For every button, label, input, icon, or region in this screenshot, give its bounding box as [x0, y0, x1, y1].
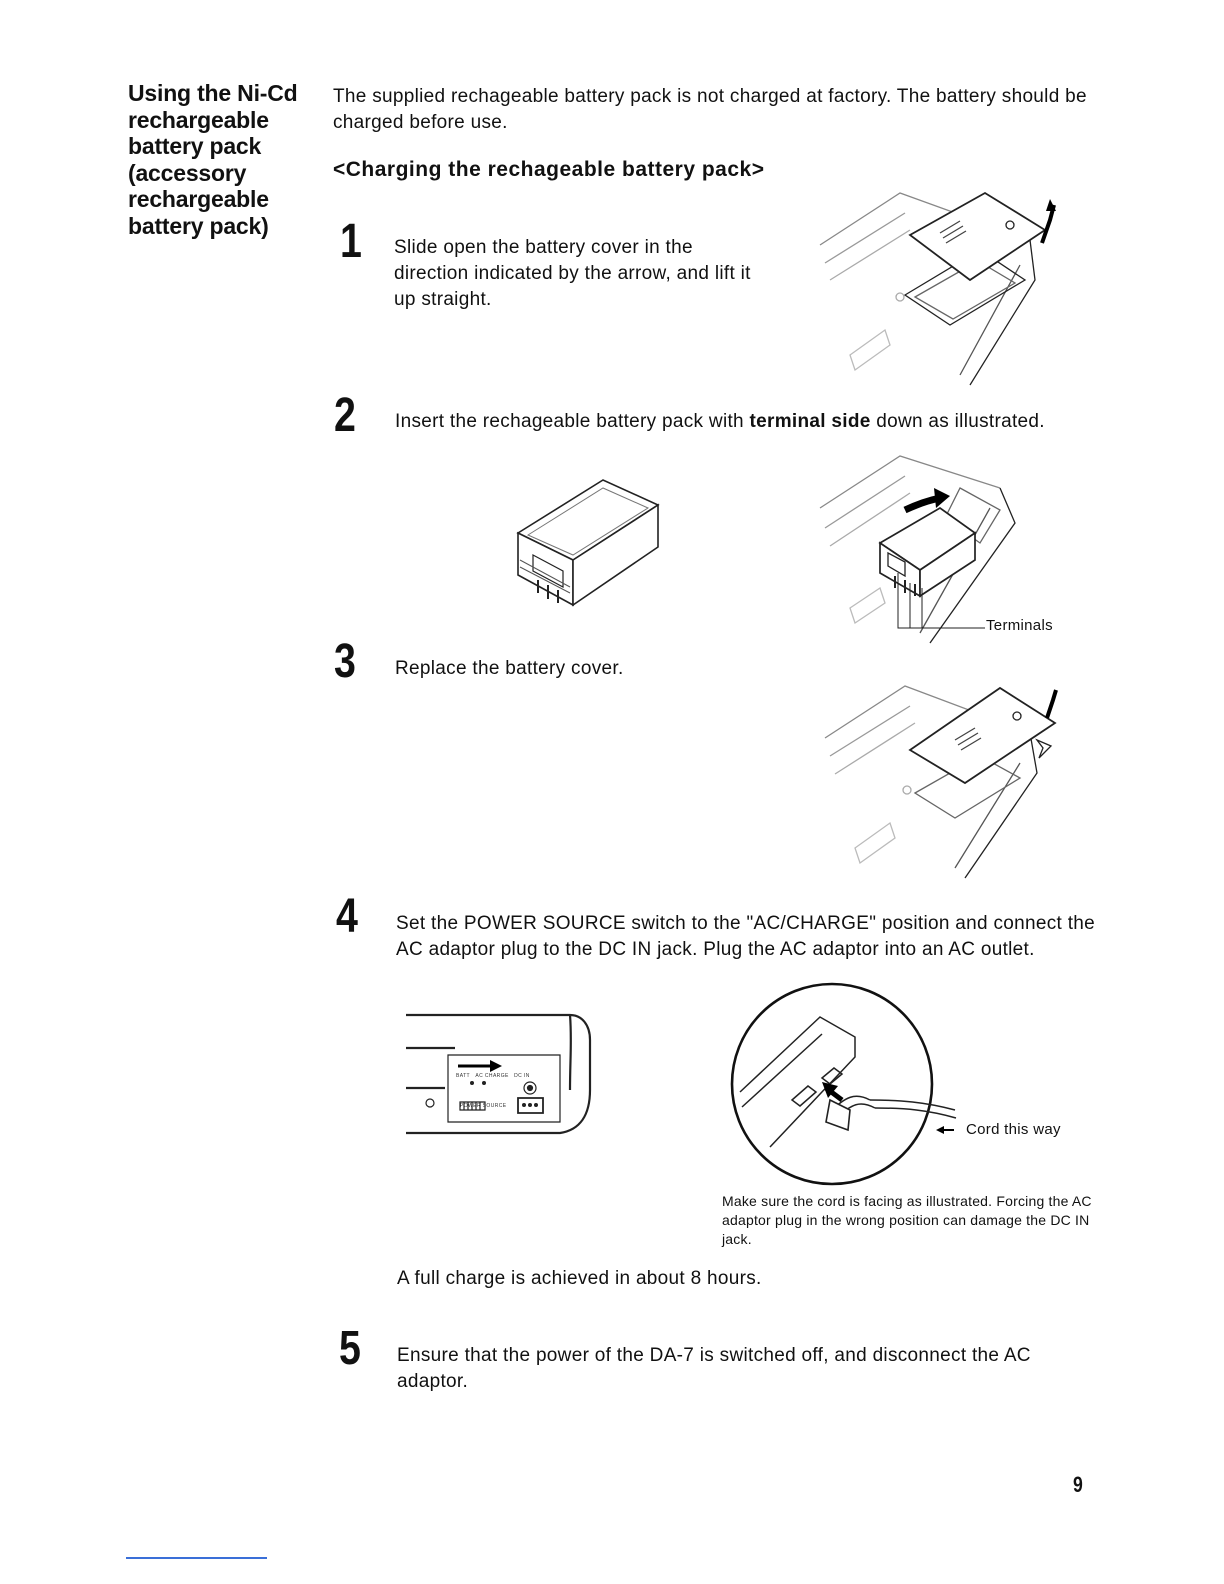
step-2-text-after: down as illustrated.: [870, 411, 1045, 432]
power-source-label: POWER SOURCE: [460, 1103, 507, 1109]
dc-in-label: DC IN: [514, 1073, 530, 1079]
step-4-number: 4: [336, 890, 358, 943]
step-4-text: Set the POWER SOURCE switch to the "AC/CHARGE" position and connect the AC adaptor plug to the DC IN jack. Plug the AC adaptor into an AC outlet.: [396, 913, 1096, 960]
batt-label: BATT: [456, 1073, 471, 1079]
cord-warning-note: Make sure the cord is facing as illustrated. Forcing the AC adaptor plug in the wrong position can damage the DC IN jack.: [722, 1193, 1092, 1247]
cord-direction-illustration: [730, 982, 970, 1187]
cord-direction-label: Cord this way: [966, 1121, 1061, 1138]
terminals-label: Terminals: [986, 617, 1053, 634]
step-1-text: Slide open the battery cover in the direction indicated by the arrow, and lift it up straight.: [394, 237, 751, 310]
step-5-text: Ensure that the power of the DA-7 is switched off, and disconnect the AC adaptor.: [397, 1345, 1031, 1392]
section-side-title: Using the Ni-Cd rechargeable battery pack (accessory rechargeable battery pack): [128, 80, 298, 239]
intro-paragraph: The supplied rechageable battery pack is not charged at factory. The battery should be charged before use.: [333, 86, 1087, 133]
ac-charge-label: AC CHARGE: [475, 1073, 509, 1079]
cover-replace-illustration: [815, 678, 1060, 883]
switch-position-labels: [456, 1073, 530, 1079]
step-2-text-bold: terminal side: [749, 411, 871, 432]
step-2-number: 2: [334, 389, 356, 442]
page-number: 9: [1073, 1472, 1083, 1497]
cover-open-illustration: [810, 185, 1060, 390]
footer-divider: [126, 1557, 267, 1559]
step-3-number: 3: [334, 635, 356, 688]
step-3-text: Replace the battery cover.: [395, 658, 624, 679]
step-5-number: 5: [339, 1322, 361, 1375]
charging-heading: <Charging the rechageable battery pack>: [333, 158, 765, 181]
full-charge-text: A full charge is achieved in about 8 hours.: [397, 1268, 762, 1289]
step-2-text: [395, 409, 1095, 435]
step-2-text-before: Insert the rechageable battery pack with: [395, 411, 750, 432]
battery-pack-illustration: [508, 475, 668, 620]
step-1-number: 1: [340, 215, 362, 268]
